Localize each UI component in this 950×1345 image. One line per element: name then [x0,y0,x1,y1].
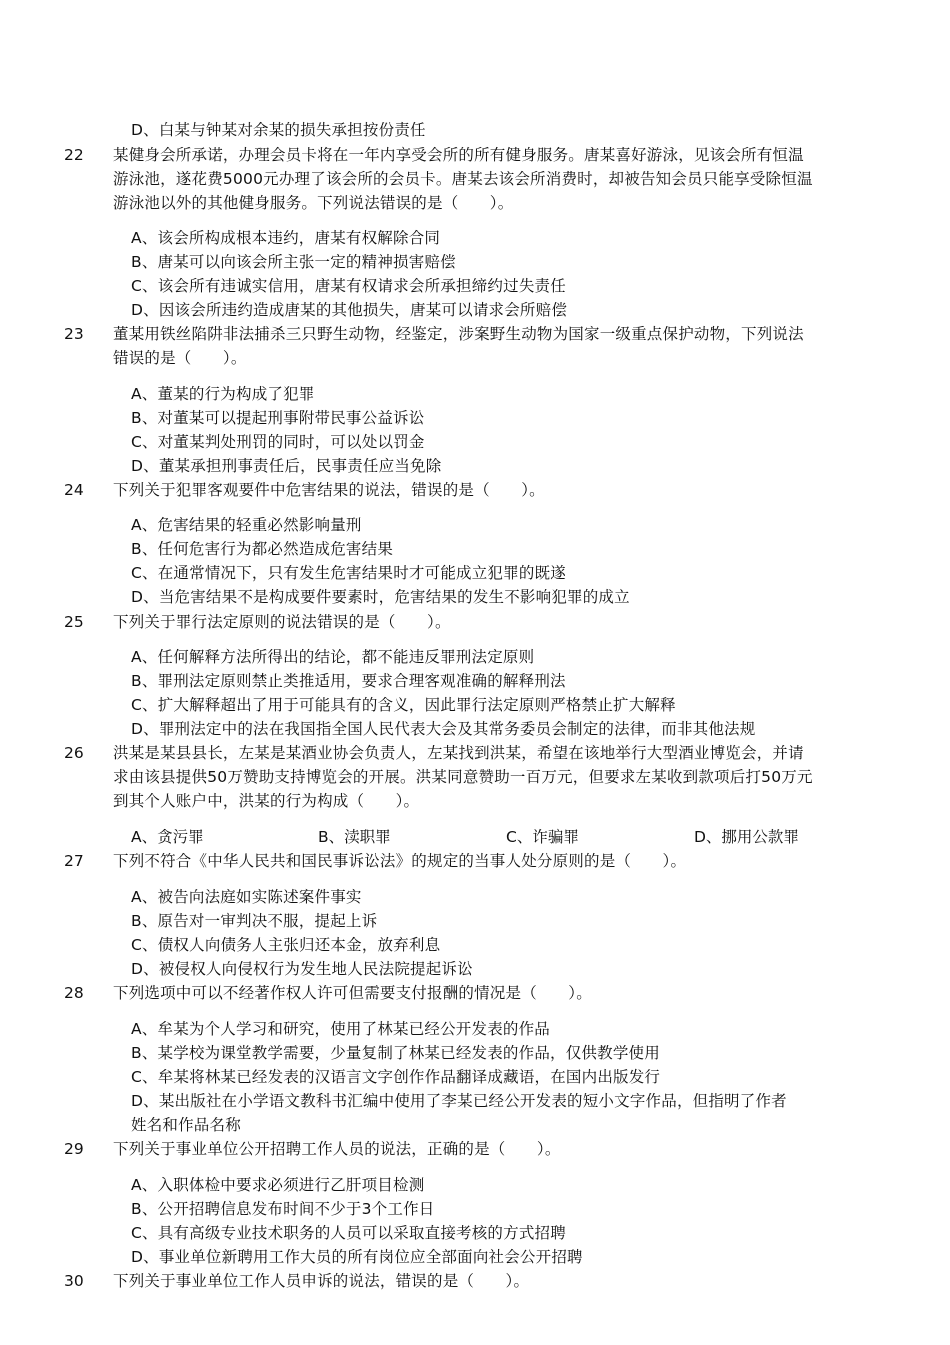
option-c: C、具有高级专业技术职务的人员可以采取直接考核的方式招聘 [131,1224,566,1242]
option-d: D、董某承担刑事责任后，民事责任应当免除 [131,457,442,475]
option-c: C、对董某判处刑罚的同时，可以处以罚金 [131,433,425,451]
option-c: C、该会所有违诚实信用，唐某有权请求会所承担缔约过失责任 [131,277,566,295]
option-d: D、被侵权人向侵权行为发生地人民法院提起诉讼 [131,960,473,978]
question-stem-line: 董某用铁丝陷阱非法捕杀三只野生动物，经鉴定，涉案野生动物为国家一级重点保护动物，下列说法 [113,325,804,343]
option-a: A、牟某为个人学习和研究，使用了林某已经公开发表的作品 [131,1020,551,1038]
option-c: C、债权人向债务人主张归还本金，放弃利息 [131,936,441,954]
question-number: 30 [64,1272,84,1290]
option-c: C、扩大解释超出了用于可能具有的含义，因此罪行法定原则严格禁止扩大解释 [131,696,676,714]
question-number: 22 [64,146,84,164]
question-stem-line: 下列关于事业单位工作人员申诉的说法，错误的是（ ）。 [113,1272,530,1290]
option-d: D、某出版社在小学语文教科书汇编中使用了李某已经公开发表的短小文字作品，但指明了作者 [131,1092,787,1110]
option-d: D、挪用公款罪 [694,828,799,846]
question-stem-line: 某健身会所承诺，办理会员卡将在一年内享受会所的所有健身服务。唐某喜好游泳，见该会所有恒温 [113,146,804,164]
option-d-continuation: 姓名和作品名称 [131,1116,241,1134]
option-d: D、罪刑法定中的法在我国指全国人民代表大会及其常务委员会制定的法律，而非其他法规 [131,720,756,738]
question-number: 27 [64,852,84,870]
question-number: 24 [64,481,84,499]
option-b: B、某学校为课堂教学需要，少量复制了林某已经发表的作品，仅供教学使用 [131,1044,660,1062]
question-stem-line: 游泳池，遂花费5000元办理了该会所的会员卡。唐某去该会所消费时，却被告知会员只能享受除恒温 [113,170,813,188]
question-stem-line: 下列关于事业单位公开招聘工作人员的说法，正确的是（ ）。 [113,1140,561,1158]
question-stem-line: 下列关于犯罪客观要件中危害结果的说法，错误的是（ ）。 [113,481,545,499]
question-stem-line: 洪某是某县县长，左某是某酒业协会负责人，左某找到洪某，希望在该地举行大型酒业博览会，并请 [113,744,804,762]
question-stem-line: 下列关于罪行法定原则的说法错误的是（ ）。 [113,613,451,631]
option-a: A、董某的行为构成了犯罪 [131,385,315,403]
option-d: D、当危害结果不是构成要件要素时，危害结果的发生不影响犯罪的成立 [131,588,630,606]
option-a: A、该会所构成根本违约，唐某有权解除合同 [131,229,441,247]
question-number: 25 [64,613,84,631]
option-b: B、原告对一审判决不服，提起上诉 [131,912,378,930]
option-a: A、贪污罪 [131,828,204,846]
option-c: C、牟某将林某已经发表的汉语言文字创作作品翻译成藏语，在国内出版发行 [131,1068,661,1086]
question-stem-line: 错误的是（ ）。 [113,349,247,367]
question-stem-line: 到其个人账户中，洪某的行为构成（ ）。 [113,792,420,810]
question-number: 23 [64,325,84,343]
option-c: C、诈骗罪 [506,828,579,846]
option-d: D、事业单位新聘用工作大员的所有岗位应全部面向社会公开招聘 [131,1248,583,1266]
option-a: A、危害结果的轻重必然影响量刑 [131,516,362,534]
question-stem-line: 游泳池以外的其他健身服务。下列说法错误的是（ ）。 [113,194,514,212]
question-stem-line: 下列不符合《中华人民共和国民事诉讼法》的规定的当事人处分原则的是（ ）。 [113,852,687,870]
option-b: B、罪刑法定原则禁止类推适用，要求合理客观准确的解释刑法 [131,672,566,690]
option-b: B、唐某可以向该会所主张一定的精神损害赔偿 [131,253,456,271]
option-a: A、入职体检中要求必须进行乙肝项目检测 [131,1176,425,1194]
option-a: A、被告向法庭如实陈述案件事实 [131,888,362,906]
option-b: B、对董某可以提起刑事附带民事公益诉讼 [131,409,425,427]
option-b: B、任何危害行为都必然造成危害结果 [131,540,394,558]
option-b: B、公开招聘信息发布时间不少于3个工作日 [131,1200,435,1218]
prev-option-d: D、白某与钟某对余某的损失承担按份责任 [131,121,426,139]
option-d: D、因该会所违约造成唐某的其他损失，唐某可以请求会所赔偿 [131,301,568,319]
option-c: C、在通常情况下，只有发生危害结果时才可能成立犯罪的既遂 [131,564,566,582]
question-number: 28 [64,984,84,1002]
option-b: B、渎职罪 [318,828,391,846]
question-stem-line: 下列选项中可以不经著作权人许可但需要支付报酬的情况是（ ）。 [113,984,592,1002]
question-number: 29 [64,1140,84,1158]
question-stem-line: 求由该县提供50万赞助支持博览会的开展。洪某同意赞助一百万元，但要求左某收到款项后打50万元 [113,768,813,786]
option-a: A、任何解释方法所得出的结论，都不能违反罪刑法定原则 [131,648,535,666]
question-number: 26 [64,744,84,762]
